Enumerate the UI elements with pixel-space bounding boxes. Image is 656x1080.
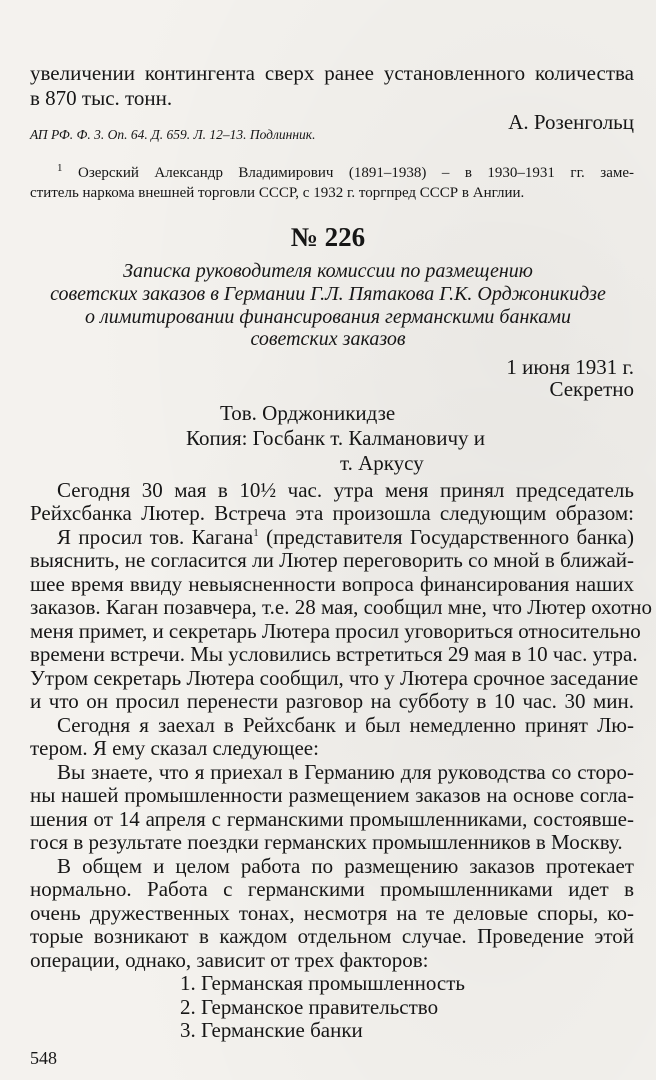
footnote-line: ститель наркома внешней торговли СССР, с 1932 г. торгпред СССР в Англии. [30,185,525,201]
paragraph-line: шения от 14 апреля с германскими промышленниками, состоявше- [30,807,634,831]
paragraph-line: нормально. Работа с германскими промышленниками идет в [30,877,634,901]
document-title-line: Записка руководителя комиссии по размещению [123,260,533,282]
paragraph-line: заказов. Каган позавчера, т.е. 28 мая, сообщил мне, что Лютер охотно [30,595,653,619]
footnote-line [57,162,634,182]
footnote-ref: 1 [253,527,259,539]
paragraph-line: очень дружественных тонах, несмотря на те деловые споры, ко- [30,901,634,925]
paragraph-line [57,526,634,548]
copy-line: Копия: Госбанк т. Калмановичу и [186,426,485,450]
addressee: Тов. Орджоникидзе [220,401,396,425]
paragraph-line: и что он просил перенести разговор на субботу в 10 час. 30 мин. [30,689,634,713]
paragraph-line: Сегодня я заехал в Рейхсбанк и был немедленно принят Лю- [57,713,634,737]
classification: Секретно [549,377,634,401]
document-date: 1 июня 1931 г. [506,355,634,379]
paragraph-line: тером. Я ему сказал следующее: [30,736,319,760]
list-item: 3. Германские банки [180,1018,363,1042]
paragraph-line: гося в результате поездки германских промышленников в Москву. [30,830,623,854]
copy-line: т. Аркусу [340,451,424,475]
paragraph-line: выяснить, не согласится ли Лютер переговорить со мной в ближай- [30,548,634,572]
signature: А. Розенгольц [508,110,634,134]
list-item: 1. Германская промышленность [180,971,465,995]
paragraph-line: операции, однако, зависит от трех факторов: [30,948,429,972]
page-number: 548 [30,1048,57,1068]
paragraph-line: шее время ввиду невыясненности вопроса финансирования наших [30,572,634,596]
paragraph-line: В общем и целом работа по размещению заказов протекает [57,854,634,878]
paragraph-line: торые возникают в каждом отдельном случае. Проведение этой [30,924,634,948]
document-title-line: советских заказов в Германии Г.Л. Пятакова Г.К. Орджоникидзе [50,283,606,305]
paragraph-line: Вы знаете, что я приехал в Германию для руководства со сторо- [57,760,634,784]
text-line: в 870 тыс. тонн. [30,86,173,110]
list-item: 2. Германское правительство [180,995,439,1019]
footnote-mark: 1 [57,162,63,174]
paragraph-line: Утром секретарь Лютера сообщил, что у Лютера срочное заседание [30,666,639,690]
text-span: (представителя Государственного банка) [258,525,634,549]
paragraph-line: ны нашей промышленности размещением заказов на основе согла- [30,783,634,807]
text-line: увеличении контингента сверх ранее установленного количества [30,61,634,85]
paragraph-line: Рейхсбанка Лютер. Встреча эта произошла следующим образом: [30,501,634,525]
text-span: Я просил тов. Кагана [57,525,254,549]
document-title-line: о лимитировании финансирования германскими банками [84,306,572,328]
archive-source-note: АП РФ. Ф. 3. Оп. 64. Д. 659. Л. 12–13. Подлинник. [30,127,316,142]
paragraph-line: меня примет, и секретарь Лютера просил уговориться относительно [30,619,641,643]
document-title-line: советских заказов [250,328,406,350]
paragraph-line: времени встречи. Мы условились встретиться 29 мая в 10 час. утра. [30,642,638,666]
footnote-text: Озерский Александр Владимирович (1891–1938) – в 1930–1931 гг. заме- [62,165,634,181]
document-number: № 226 [290,222,366,252]
paragraph-line: Сегодня 30 мая в 10½ час. утра меня принял председатель [57,478,634,502]
